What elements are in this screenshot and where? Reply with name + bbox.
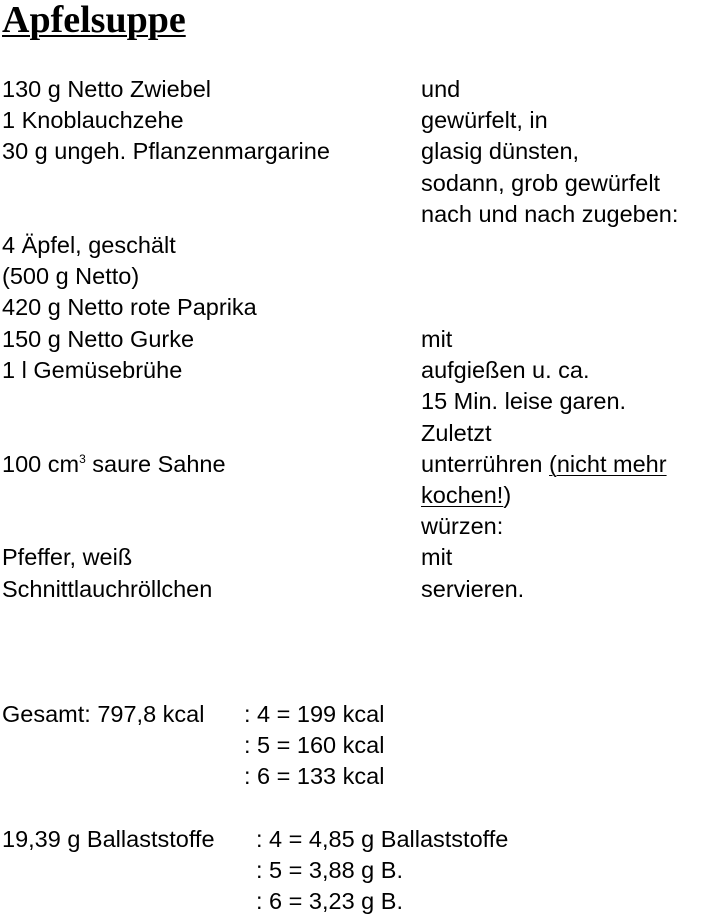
calories-row: : 5 = 160 kcal (244, 732, 385, 758)
instruction-line: gewürfelt, in (421, 107, 548, 133)
instruction-line: 15 Min. leise garen. (421, 388, 627, 414)
instruction-line: aufgießen u. ca. (421, 357, 590, 383)
ingredient-item: (500 g Netto) (2, 263, 140, 289)
sahne-superscript: 3 (79, 452, 86, 466)
instruction-line: Zuletzt (421, 420, 492, 446)
ingredient-item: 150 g Netto Gurke (2, 326, 195, 352)
instruction-line: sodann, grob gewürfelt (421, 170, 661, 196)
stir-note-cont: kochen! (421, 482, 504, 508)
ingredient-item: 1 Knoblauchzehe (2, 107, 184, 133)
instruction-line: mit (421, 326, 453, 352)
instruction-line: würzen: (421, 513, 504, 539)
ingredient-sahne (2, 449, 226, 480)
fiber-total: 19,39 g Ballaststoffe (2, 826, 215, 852)
sahne-amount: 100 cm (2, 451, 80, 477)
calories-row: : 6 = 133 kcal (244, 763, 385, 789)
fiber-row: : 5 = 3,88 g B. (256, 857, 403, 883)
stir-close-paren: ) (503, 482, 512, 508)
ingredient-item: 1 l Gemüsebrühe (2, 357, 183, 383)
instruction-line: mit (421, 544, 453, 570)
ingredient-item: 4 Äpfel, geschält (2, 232, 176, 258)
stir-note: (nicht mehr (549, 451, 667, 477)
ingredient-item: 130 g Netto Zwiebel (2, 76, 212, 102)
calories-row: : 4 = 199 kcal (244, 701, 385, 727)
ingredient-item: 30 g ungeh. Pflanzenmargarine (2, 138, 330, 164)
instruction-line: glasig dünsten, (421, 138, 580, 164)
instruction-line: nach und nach zugeben: (421, 201, 679, 227)
fiber-row: : 6 = 3,23 g B. (256, 888, 403, 914)
ingredient-item: Pfeffer, weiß (2, 544, 133, 570)
instruction-stir-cont (421, 480, 511, 511)
stir-text: unterrühren (421, 451, 550, 477)
recipe-title: Apfelsuppe (2, 0, 186, 41)
instruction-line: servieren. (421, 576, 525, 602)
ingredient-item: 420 g Netto rote Paprika (2, 294, 257, 320)
calories-total: Gesamt: 797,8 kcal (2, 701, 205, 727)
instruction-stir (421, 449, 667, 480)
ingredient-item: Schnittlauchröllchen (2, 576, 213, 602)
instruction-line: und (421, 76, 461, 102)
fiber-row: : 4 = 4,85 g Ballaststoffe (256, 826, 509, 852)
sahne-rest: saure Sahne (85, 451, 226, 477)
